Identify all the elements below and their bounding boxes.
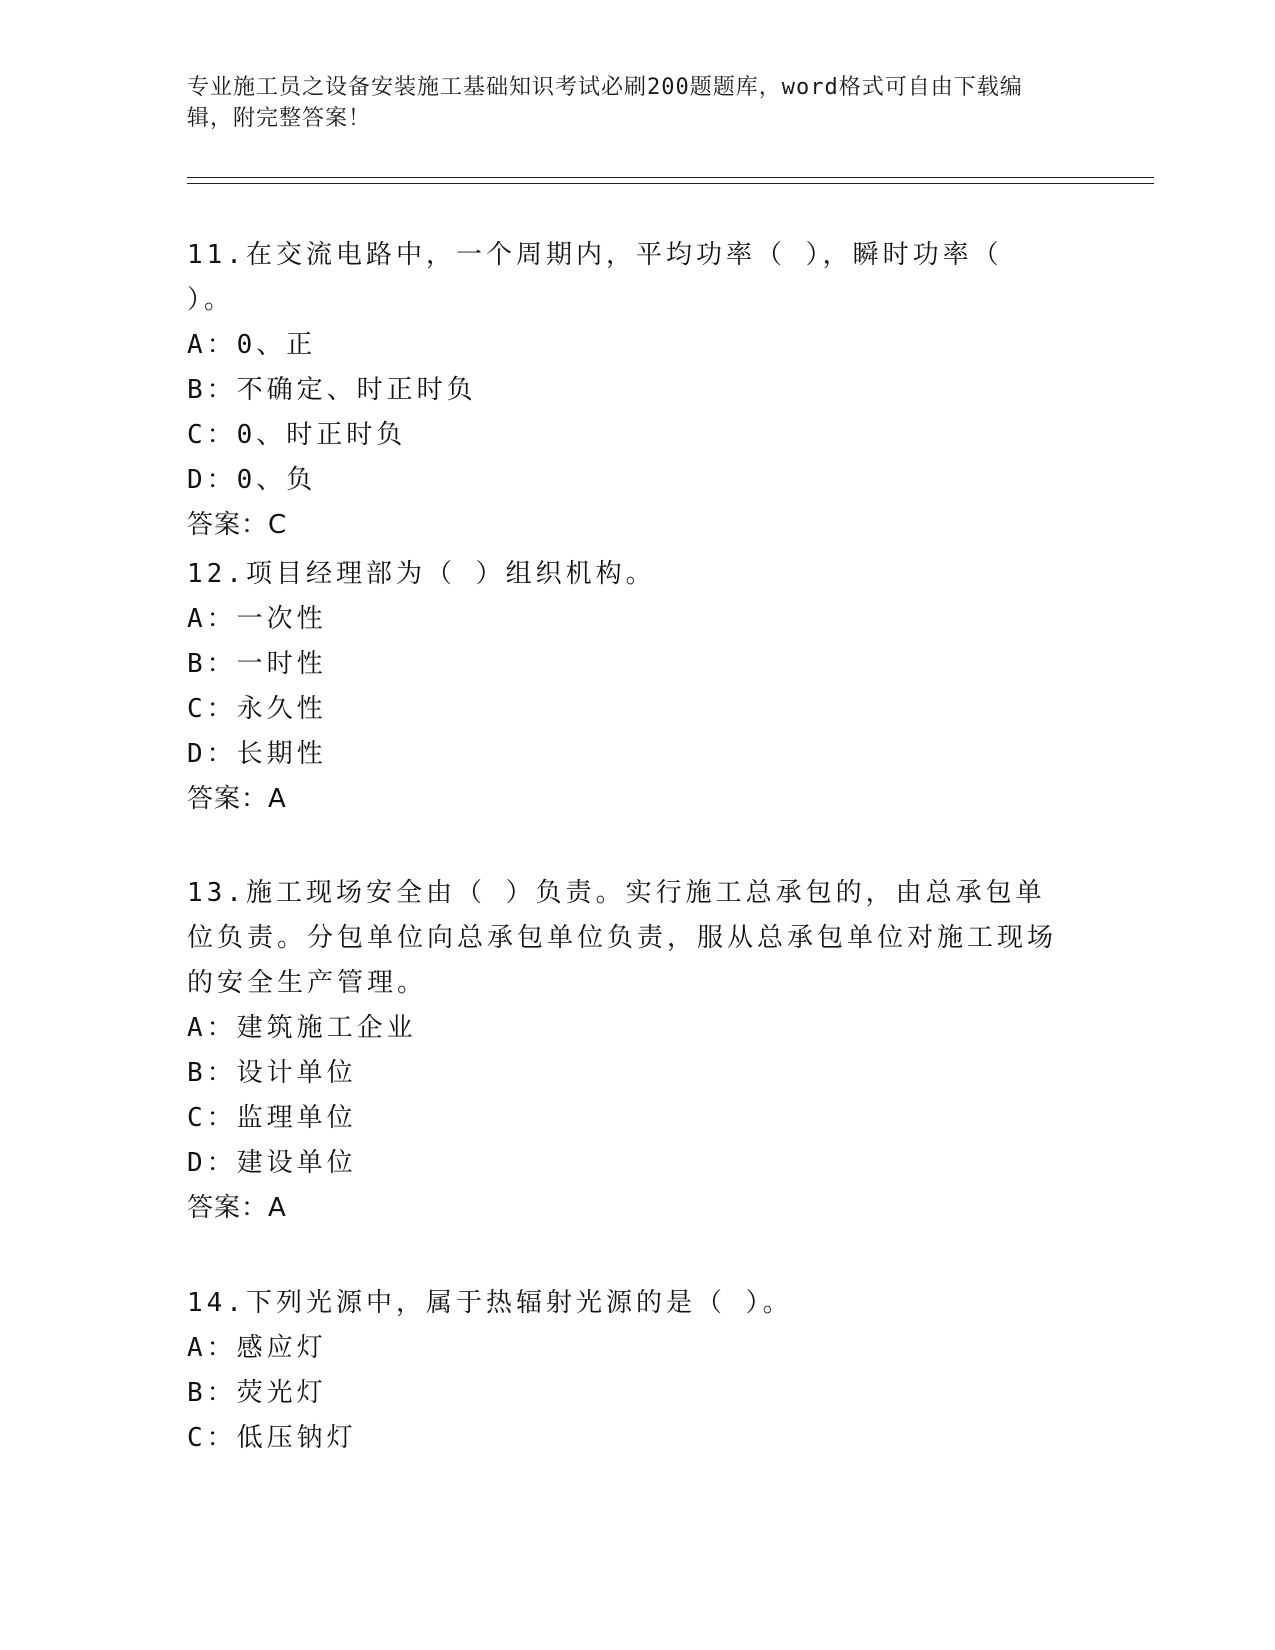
question-11 xyxy=(187,233,1067,548)
option-a: A：感应灯 xyxy=(187,1333,327,1363)
answer: 答案：A xyxy=(187,784,287,814)
option-a: A：0、正 xyxy=(187,330,317,360)
question-14 xyxy=(187,1281,1067,1461)
option-c: C：监理单位 xyxy=(187,1103,357,1133)
option-c: C：永久性 xyxy=(187,694,327,724)
question-13 xyxy=(187,871,1067,1231)
option-a: A：一次性 xyxy=(187,604,327,634)
option-d: D：建设单位 xyxy=(187,1148,357,1178)
answer: 答案：C xyxy=(187,510,288,540)
option-c: C：0、时正时负 xyxy=(187,420,407,450)
header-rule-bottom xyxy=(187,183,1154,184)
option-b: B：不确定、时正时负 xyxy=(187,375,477,405)
header-rule-top xyxy=(187,177,1154,178)
question-stem: 14.下列光源中，属于热辐射光源的是（ ）。 xyxy=(187,1288,793,1318)
question-stem: 11.在交流电路中，一个周期内，平均功率（ ），瞬时功率（ ）。 xyxy=(187,240,1003,315)
option-b: B：设计单位 xyxy=(187,1058,357,1088)
answer: 答案：A xyxy=(187,1193,287,1223)
question-stem: 12.项目经理部为（ ）组织机构。 xyxy=(187,559,656,589)
option-d: D：0、负 xyxy=(187,465,317,495)
option-b: B：一时性 xyxy=(187,649,327,679)
option-d: D：长期性 xyxy=(187,739,327,769)
option-a: A：建筑施工企业 xyxy=(187,1013,417,1043)
document-header: 专业施工员之设备安装施工基础知识考试必刷200题题库，word格式可自由下载编辑，附完整答案！ xyxy=(187,75,1023,131)
question-12 xyxy=(187,552,1067,822)
question-stem: 13.施工现场安全由（ ）负责。实行施工总承包的，由总承包单位负责。分包单位向总承包单位负责，服从总承包单位对施工现场的安全生产管理。 xyxy=(187,878,1058,998)
option-c: C：低压钠灯 xyxy=(187,1423,357,1453)
option-b: B：荧光灯 xyxy=(187,1378,327,1408)
